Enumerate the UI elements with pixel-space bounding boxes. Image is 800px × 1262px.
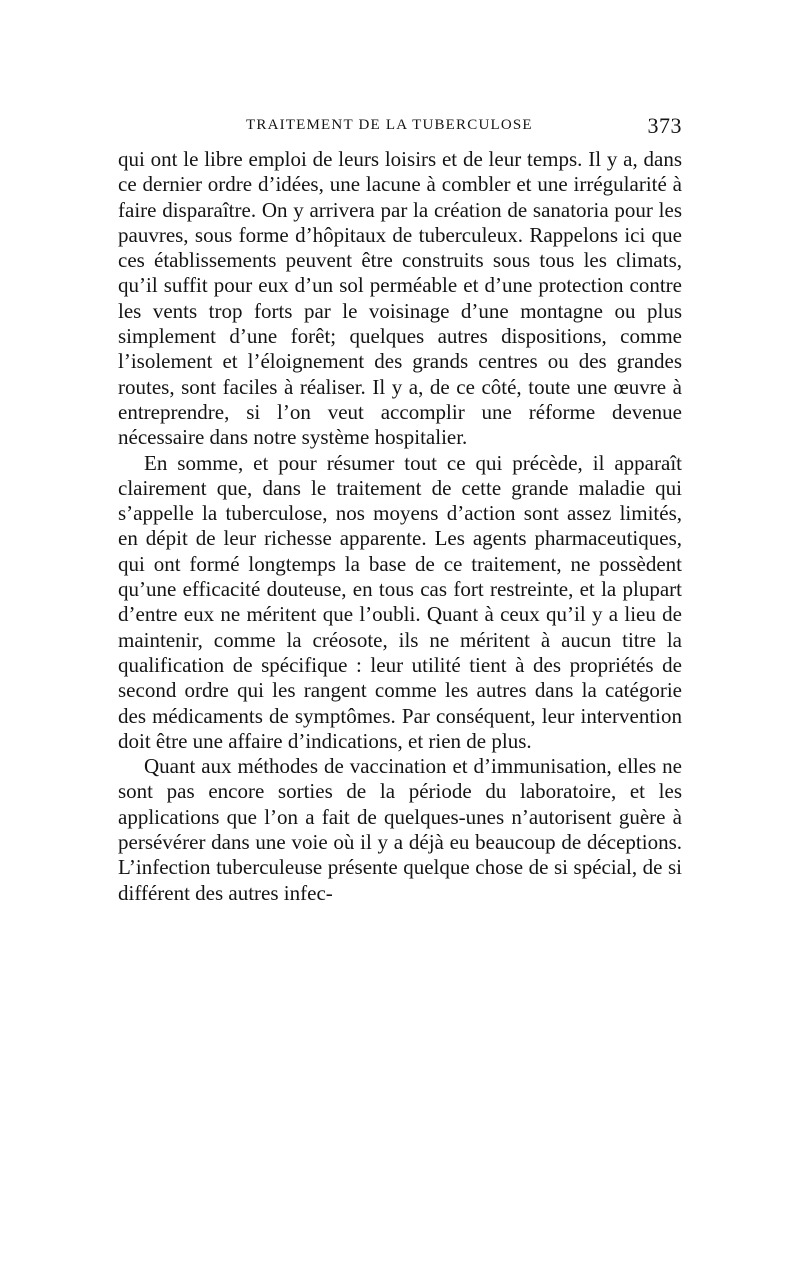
page-number: 373 (647, 113, 682, 138)
paragraph-continuation: qui ont le libre emploi de leurs loisirs et de leur temps. Il y a, dans ce dernier ordre d’idées, une lacune à combler et une irrégularité à faire disparaître. On y arrivera par la création de sanatoria pour les pauvres, sous forme d’hôpitaux de tuberculeux. Rappelons ici que ces établissements peuvent être construits sous tous les climats, qu’il suffit pour eux d’un sol perméable et d’une protection contre les vents trop forts par le voisinage d’une montagne ou plus simplement d’une forêt; quelques autres dispositions, comme l’isolement et l’éloignement des grands centres ou des grandes routes, sont faciles à réaliser. Il y a, de ce côté, toute une œuvre à entreprendre, si l’on veut accomplir une réforme devenue nécessaire dans notre système hospitalier. (118, 147, 682, 450)
paragraph-vaccination: Quant aux méthodes de vaccination et d’immunisation, elles ne sont pas encore sorties de la période du laboratoire, et les applications que l’on a fait de quelques-unes n’autorisent guère à persévérer dans une voie où il y a déjà eu beaucoup de déceptions. L’infection tuberculeuse présente quelque chose de si spécial, de si différent des autres infec- (118, 754, 682, 905)
paragraph-summary: En somme, et pour résumer tout ce qui précède, il apparaît clairement que, dans le traitement de cette grande maladie qui s’appelle la tuberculose, nos moyens d’action sont assez limités, en dépit de leur richesse apparente. Les agents pharmaceutiques, qui ont formé longtemps la base de ce traitement, ne possèdent qu’une efficacité douteuse, en tous cas fort restreinte, et la plupart d’entre eux ne méritent que l’oubli. Quant à ceux qu’il y a lieu de maintenir, comme la créosote, ils ne méritent à aucun titre la qualification de spécifique : leur utilité tient à des propriétés de second ordre qui les rangent comme les autres dans la catégorie des médicaments de symptômes. Par conséquent, leur intervention doit être une affaire d’indications, et rien de plus. (118, 450, 682, 753)
body-text (118, 147, 682, 906)
running-head (118, 113, 682, 143)
running-title: TRAITEMENT DE LA TUBERCULOSE (246, 117, 533, 133)
